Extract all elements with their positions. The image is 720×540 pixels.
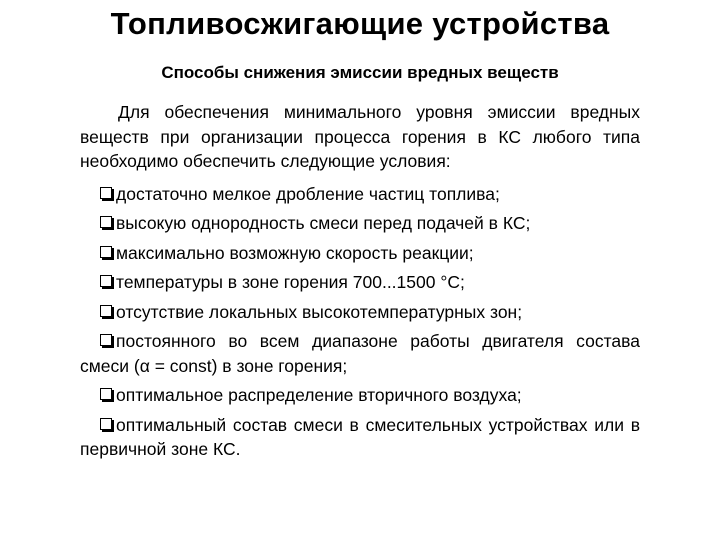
checkbox-square-icon [100, 418, 112, 430]
list-item [80, 211, 640, 236]
list-item-text: оптимальный состав смеси в смесительных устройствах или в первичной зоне КС. [80, 414, 640, 459]
slide-subtitle: Способы снижения эмиссии вредных веществ [161, 63, 559, 82]
checkbox-square-icon [100, 388, 112, 400]
conditions-list [80, 182, 640, 462]
list-item [80, 300, 640, 325]
checkbox-square-icon [100, 334, 112, 346]
checkbox-square-icon [100, 275, 112, 287]
list-item-text: максимально возможную скорость реакции; [116, 242, 474, 263]
slide-title: Топливосжигающие устройства [110, 6, 610, 41]
slide-body [80, 100, 640, 467]
list-item [80, 413, 640, 462]
checkbox-square-icon [100, 216, 112, 228]
list-item-text: достаточно мелкое дробление частиц топлива; [116, 183, 500, 204]
checkbox-square-icon [100, 246, 112, 258]
list-item-text: постоянного во всем диапазоне работы двигателя состава смеси (α = const) в зоне горения; [80, 331, 640, 376]
list-item-text: отсутствие локальных высокотемпературных зон; [116, 301, 523, 322]
list-item [80, 383, 640, 408]
list-item [80, 241, 640, 266]
list-item-text: высокую однородность смеси перед подачей в КС; [116, 213, 531, 233]
list-item [80, 182, 640, 207]
list-item [80, 270, 640, 295]
list-item [80, 329, 640, 378]
list-item-text: температуры в зоне горения 700...1500 °С; [116, 272, 465, 292]
intro-paragraph: Для обеспечения минимального уровня эмиссии вредных веществ при организации процесса горения в КС любого типа необходимо обеспечить следующие условия: [80, 102, 640, 171]
checkbox-square-icon [100, 305, 112, 317]
checkbox-square-icon [100, 187, 112, 199]
list-item-text: оптимальное распределение вторичного воздуха; [116, 385, 522, 405]
